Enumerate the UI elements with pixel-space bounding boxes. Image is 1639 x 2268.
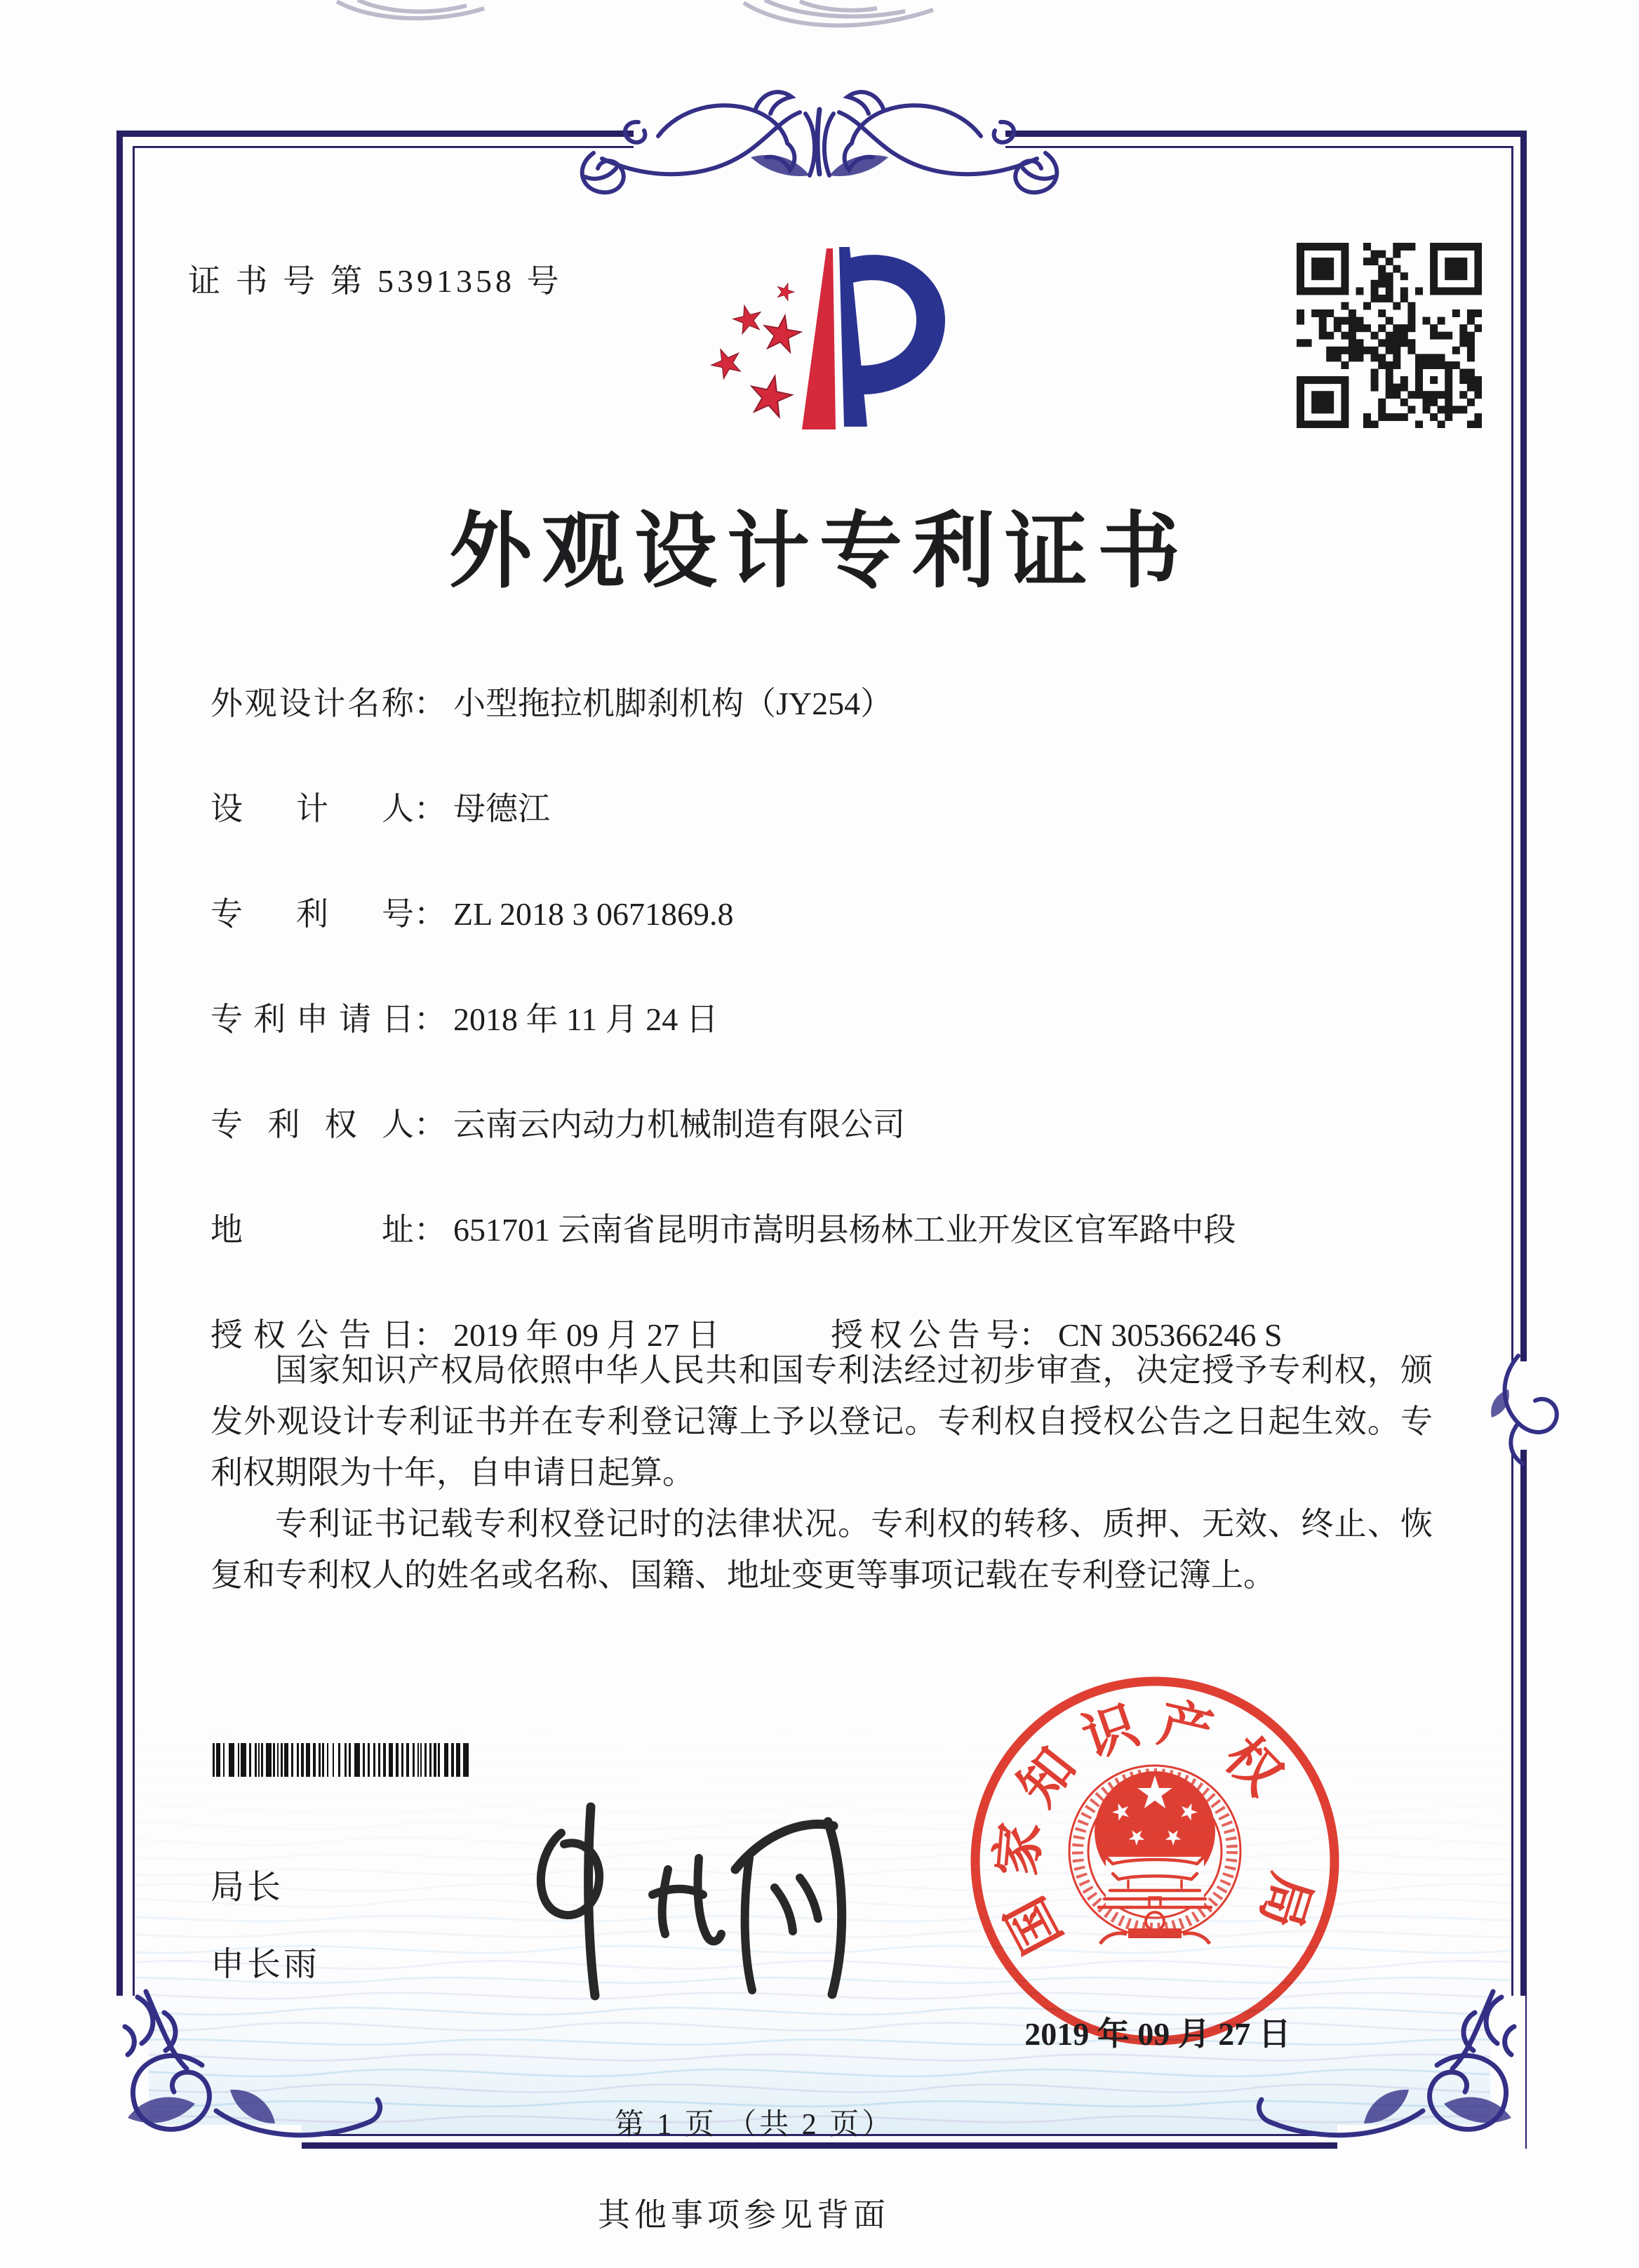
field-filing-date bbox=[210, 994, 718, 1037]
field-value: CN 305366246 S bbox=[1058, 1317, 1283, 1353]
field-label: 专利申请日 bbox=[210, 1001, 414, 1037]
cnipa-patent-logo bbox=[688, 225, 982, 449]
field-label: 授权公告号 bbox=[831, 1317, 1019, 1353]
svg-text:国: 国 bbox=[996, 1887, 1073, 1963]
svg-text:权: 权 bbox=[1212, 1726, 1293, 1806]
field-value: 小型拖拉机脚刹机构（JY254） bbox=[453, 686, 893, 721]
field-label: 外观设计名称 bbox=[210, 686, 414, 721]
legal-paragraph-2: 专利证书记载专利权登记时的法律状况。专利权的转移、质押、无效、终止、恢复和专利权人的姓名或名称、国籍、地址变更等事项记载在专利登记簿上。 bbox=[210, 1506, 1433, 1593]
director-signature-handwritten bbox=[351, 1775, 856, 2007]
legal-text bbox=[210, 1345, 1433, 1601]
national-emblem-icon bbox=[1069, 1766, 1240, 1944]
dragon-scroll-ornament bbox=[574, 69, 1065, 202]
field-patentee bbox=[210, 1099, 905, 1142]
field-value: 2019 年 09 月 27 日 bbox=[453, 1317, 720, 1353]
page-indicator: 第 1 页 （共 2 页） bbox=[614, 2109, 895, 2141]
field-patent-number bbox=[210, 888, 734, 932]
director-title-label: 局长 bbox=[210, 1869, 284, 1906]
back-side-note: 其他事项参见背面 bbox=[598, 2197, 890, 2233]
top-edge-partial-ornament bbox=[309, 0, 982, 44]
field-value: 2018 年 11 月 24 日 bbox=[453, 1001, 718, 1037]
field-address bbox=[210, 1204, 1236, 1248]
field-colon: ： bbox=[414, 1212, 446, 1248]
field-design-name bbox=[210, 678, 892, 721]
field-colon: ： bbox=[1019, 1317, 1051, 1353]
corner-flourish-bottom-left bbox=[97, 1984, 399, 2174]
field-value: 云南云内动力机械制造有限公司 bbox=[453, 1107, 905, 1142]
qr-code bbox=[1297, 243, 1482, 428]
director-name: 申长雨 bbox=[210, 1946, 321, 1983]
seal-date: 2019 年 09 月 27 日 bbox=[1024, 2016, 1291, 2052]
field-colon: ： bbox=[414, 1107, 446, 1142]
svg-text:识: 识 bbox=[1076, 1695, 1146, 1769]
logo-red-wedge bbox=[802, 248, 836, 429]
field-colon: ： bbox=[414, 791, 446, 827]
field-value: 母德江 bbox=[453, 791, 550, 827]
page-title: 外观设计专利证书 bbox=[448, 506, 1190, 598]
field-colon: ： bbox=[414, 1001, 446, 1037]
legal-paragraph-1: 国家知识产权局依照中华人民共和国专利法经过初步审查，决定授予专利权，颁发外观设计专利证书并在专利登记簿上予以登记。专利权自授权公告之日起生效。专利权期限为十年，自申请日起算。 bbox=[210, 1352, 1433, 1490]
field-value: 651701 云南省昆明市嵩明县杨林工业开发区官军路中段 bbox=[453, 1212, 1236, 1248]
field-colon: ： bbox=[414, 896, 446, 932]
barcode bbox=[213, 1743, 474, 1777]
field-label: 地址 bbox=[210, 1212, 414, 1248]
svg-text:家: 家 bbox=[987, 1820, 1051, 1879]
field-colon: ： bbox=[414, 1317, 446, 1353]
field-label: 设计人 bbox=[210, 791, 414, 827]
field-colon: ： bbox=[414, 686, 446, 721]
certificate-number: 证 书 号 第 5391358 号 bbox=[188, 263, 563, 299]
svg-text:局: 局 bbox=[1249, 1867, 1321, 1935]
field-value: ZL 2018 3 0671869.8 bbox=[453, 896, 734, 932]
logo-blue-p bbox=[839, 247, 945, 427]
svg-text:知: 知 bbox=[1008, 1737, 1088, 1817]
field-label: 专利权人 bbox=[210, 1107, 414, 1142]
field-designer bbox=[210, 783, 550, 827]
svg-text:产: 产 bbox=[1153, 1693, 1219, 1763]
edge-flourish-right bbox=[1466, 1347, 1621, 1467]
field-label: 授权公告日 bbox=[210, 1317, 414, 1353]
field-label: 专利号 bbox=[210, 896, 414, 932]
